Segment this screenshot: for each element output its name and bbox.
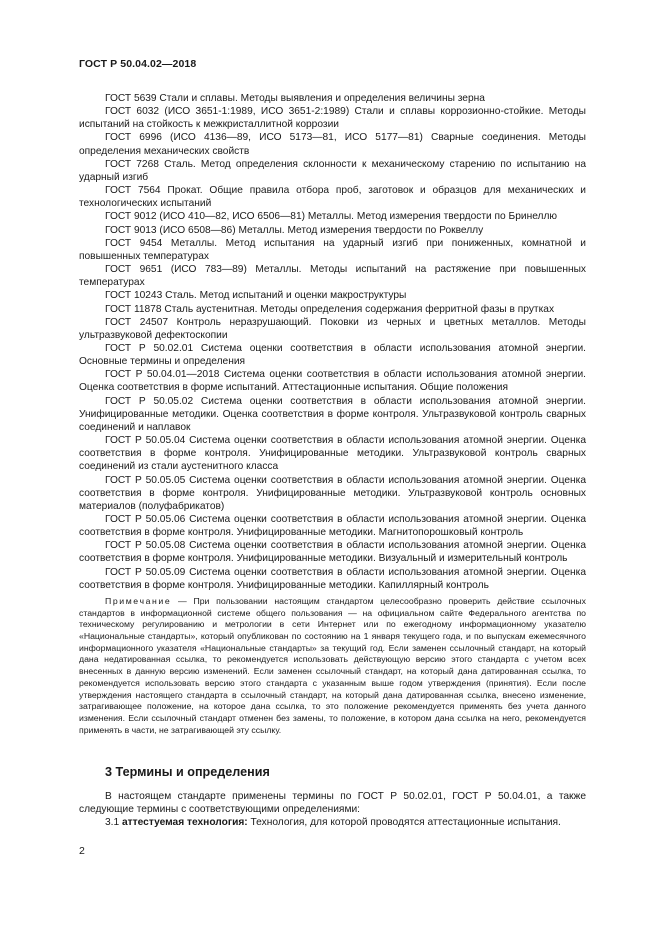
note-text: — При пользовании настоящим стандартом целесообразно проверить действие ссылочных стандартов в информационной системе общего пользования — на официальном сайте Федерального агентства по техническому регулированию и метрологии в сети Интернет или по ежегодному информационному указателю «Национальные стандарты», который опубликован по состоянию на 1 января текущего года, и по выпускам ежемесячного информационного указателя «Национальные стандарты» за текущий год. Если заменен ссылочный стандарт, на который дана недатированная ссылка, то рекомендуется использовать действующую версию этого стандарта с учетом всех внесенных в данную версию изменений. Если заменен ссылочный стандарт, на который дана датированная ссылка, то рекомендуется использовать версию этого стандарта с указанным выше годом утверждения (принятия). Если после утверждения настоящего стандарта в ссылочный стандарт, на который дана датированная ссылка, внесено изменение, затрагивающее положение, на которое дана ссылка, то это положение рекомендуется применять без учета данного изменения. Если ссылочный стандарт отменен без замены, то положение, в котором дана ссылка на него, рекомендуется применять в части, не затрагивающей эту ссылку. <box>79 595 586 735</box>
reference-item: ГОСТ Р 50.05.06 Система оценки соответствия в области использования атомной энергии. Оценка соответствия в форме контроля. Унифицированные методики. Магнитопорошковый контроль <box>79 514 586 539</box>
section-intro: В настоящем стандарте применены термины по ГОСТ Р 50.02.01, ГОСТ Р 50.04.01, а также следующие термины с соответствующими определениями: <box>79 791 586 816</box>
section-title: 3 Термины и определения <box>105 765 270 779</box>
reference-item: ГОСТ Р 50.05.05 Система оценки соответствия в области использования атомной энергии. Оценка соответствия в форме контроля. Унифицированные методики. Ультразвуковой контроль основных материалов (полуфабрикатов) <box>79 474 586 512</box>
reference-item: ГОСТ 6996 (ИСО 4136—89, ИСО 5173—81, ИСО 5177—81) Сварные соединения. Методы определения механических свойств <box>79 132 586 157</box>
reference-item: ГОСТ Р 50.02.01 Система оценки соответствия в области использования атомной энергии. Основные термины и определения <box>79 342 586 368</box>
reference-item: ГОСТ Р 50.04.01—2018 Система оценки соответствия в области использования атомной энергии. Оценка соответствия в форме испытаний. Аттестационные испытания. Общие положения <box>79 369 586 394</box>
reference-item: ГОСТ 5639 Стали и сплавы. Методы выявления и определения величины зерна <box>105 93 485 104</box>
reference-item: ГОСТ 9012 (ИСО 410—82, ИСО 6506—81) Металлы. Метод измерения твердости по Бринеллю <box>105 211 558 223</box>
section-body <box>79 790 586 829</box>
normative-references-list <box>79 92 586 736</box>
term-number: 3.1 <box>105 817 122 829</box>
reference-item: ГОСТ Р 50.05.08 Система оценки соответствия в области использования атомной энергии. Оценка соответствия в форме контроля. Унифицированные методики. Визуальный и измерительный контроль <box>79 540 586 565</box>
term-name: аттестуемая технология: <box>122 817 248 829</box>
note-paragraph <box>79 596 586 736</box>
reference-item: ГОСТ Р 50.05.09 Система оценки соответствия в области использования атомной энергии. Оценка соответствия в форме контроля. Унифицированные методики. Капиллярный контроль <box>79 566 586 591</box>
reference-item: ГОСТ Р 50.05.04 Система оценки соответствия в области использования атомной энергии. Оценка соответствия в форме контроля. Унифицированные методики. Ультразвуковой контроль сварных соединений из стали аустенитного класса <box>79 435 586 473</box>
term-entry <box>79 816 586 829</box>
reference-item: ГОСТ 10243 Сталь. Метод испытаний и оценки макроструктуры <box>105 290 407 302</box>
reference-item: ГОСТ 6032 (ИСО 3651-1:1989, ИСО 3651-2:1989) Стали и сплавы коррозионно-стойкие. Методы испытаний на стойкость к межкристаллитной коррозии <box>79 106 586 131</box>
reference-item: ГОСТ 9013 (ИСО 6508—86) Металлы. Метод измерения твердости по Роквеллу <box>105 224 484 236</box>
page-number: 2 <box>79 845 85 857</box>
reference-item: ГОСТ 24507 Контроль неразрушающий. Поковки из черных и цветных металлов. Методы ультразвуковой дефектоскопии <box>79 316 586 341</box>
reference-item: ГОСТ 9651 (ИСО 783—89) Металлы. Методы испытаний на растяжение при повышенных температурах <box>79 264 586 289</box>
document-header: ГОСТ Р 50.04.02—2018 <box>79 58 197 70</box>
reference-item: ГОСТ 11878 Сталь аустенитная. Методы определения содержания ферритной фазы в прутках <box>105 303 555 315</box>
reference-item: ГОСТ 7268 Сталь. Метод определения склонности к механическому старению по испытанию на ударный изгиб <box>79 158 586 183</box>
term-definition: Технология, для которой проводятся аттестационные испытания. <box>247 817 561 829</box>
note-label: Примечание <box>105 595 172 606</box>
reference-item: ГОСТ Р 50.05.02 Система оценки соответствия в области использования атомной энергии. Унифицированные методики. Оценка соответствия в форме контроля. Ультразвуковой контроль сварных соединений и наплавок <box>79 395 586 433</box>
reference-item: ГОСТ 9454 Металлы. Метод испытания на ударный изгиб при пониженных, комнатной и повышенных температурах <box>79 237 586 262</box>
reference-item: ГОСТ 7564 Прокат. Общие правила отбора проб, заготовок и образцов для механических и технологических испытаний <box>79 185 586 210</box>
